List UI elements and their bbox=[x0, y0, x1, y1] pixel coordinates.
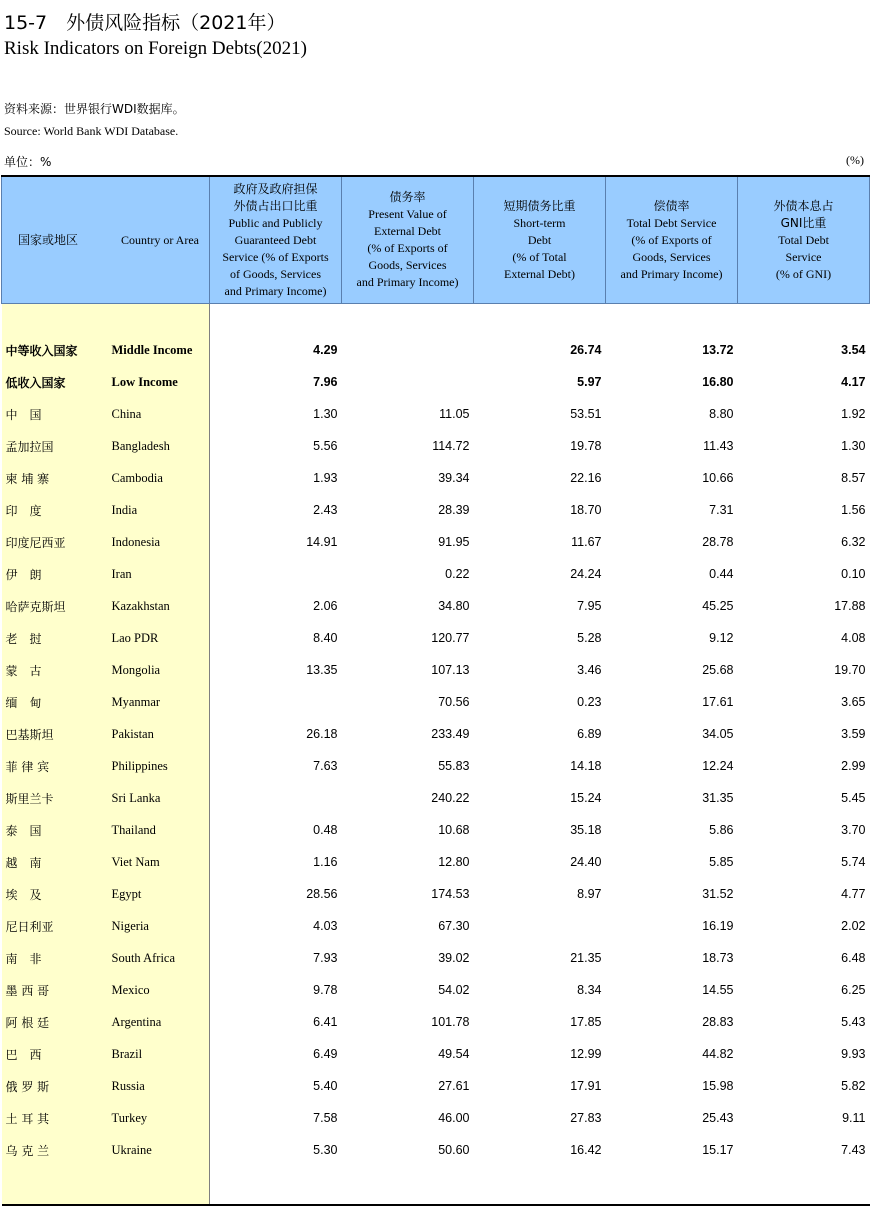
header-country-area bbox=[2, 176, 210, 304]
country-name-en: Indonesia bbox=[111, 534, 161, 549]
value-cell: 14.18 bbox=[570, 759, 602, 773]
value-cell: 4.17 bbox=[841, 375, 866, 389]
value-cell: 25.68 bbox=[702, 663, 734, 677]
country-cell bbox=[2, 462, 210, 494]
table-row bbox=[2, 814, 870, 846]
col3-header-line: Debt bbox=[527, 232, 552, 247]
value-cell: 10.66 bbox=[702, 471, 734, 485]
value-cell: 12.99 bbox=[570, 1047, 602, 1061]
value-cell: 15.98 bbox=[702, 1079, 734, 1093]
value-cell: 53.51 bbox=[570, 407, 602, 421]
value-cell: 26.74 bbox=[570, 343, 602, 357]
country-cell bbox=[2, 558, 210, 590]
value-cell: 28.83 bbox=[702, 1015, 734, 1029]
country-name-cn: 巴基斯坦 bbox=[5, 727, 54, 742]
col1-header-line: 外债占出口比重 bbox=[233, 198, 318, 213]
header-col-short-term-debt bbox=[474, 176, 606, 304]
debt-risk-table bbox=[1, 175, 870, 1206]
col2-header-line: Goods, Services bbox=[368, 258, 447, 272]
value-cell: 16.80 bbox=[702, 375, 734, 389]
col2-header-line: 债务率 bbox=[389, 190, 426, 204]
country-cell bbox=[2, 334, 210, 366]
country-name-cn: 乌 克 兰 bbox=[5, 1143, 50, 1158]
country-cell bbox=[2, 494, 210, 526]
value-cell: 3.65 bbox=[841, 695, 866, 709]
value-cell: 8.34 bbox=[577, 983, 602, 997]
value-cell: 50.60 bbox=[438, 1143, 470, 1157]
value-cell: 45.25 bbox=[702, 599, 734, 613]
table-spacer-row bbox=[2, 304, 870, 335]
country-name-cn: 孟加拉国 bbox=[5, 439, 54, 454]
value-cell: 114.72 bbox=[432, 439, 470, 453]
country-name-en: South Africa bbox=[111, 950, 176, 965]
country-name-en: Cambodia bbox=[111, 470, 163, 485]
col5-header-line: Total Debt bbox=[778, 232, 829, 247]
value-cell: 240.22 bbox=[431, 791, 470, 805]
value-cell: 18.73 bbox=[702, 951, 734, 965]
value-cell: 0.22 bbox=[445, 567, 470, 581]
value-cell: 67.30 bbox=[438, 919, 470, 933]
table-body bbox=[2, 304, 870, 1206]
country-name-en: Egypt bbox=[111, 886, 142, 901]
value-cell: 24.24 bbox=[570, 567, 602, 581]
table-end-row bbox=[2, 1166, 870, 1205]
value-cell: 6.49 bbox=[313, 1047, 338, 1061]
value-cell: 2.06 bbox=[313, 599, 338, 613]
table-row bbox=[2, 1102, 870, 1134]
value-cell bbox=[210, 558, 342, 590]
country-name-cn: 柬 埔 寨 bbox=[5, 471, 50, 486]
table-row bbox=[2, 1038, 870, 1070]
col1-header-line: of Goods, Services bbox=[230, 266, 321, 281]
table-row bbox=[2, 494, 870, 526]
country-name-en: Lao PDR bbox=[111, 630, 159, 645]
value-cell: 17.91 bbox=[570, 1079, 602, 1093]
country-name-cn: 中 国 bbox=[5, 407, 42, 422]
value-cell: 25.43 bbox=[702, 1111, 734, 1125]
value-cell: 14.55 bbox=[702, 983, 734, 997]
country-name-en: Low Income bbox=[111, 374, 178, 389]
country-name-en: Sri Lanka bbox=[111, 790, 161, 805]
value-cell: 15.24 bbox=[570, 791, 602, 805]
country-name-cn: 老 挝 bbox=[5, 631, 42, 646]
value-cell: 9.93 bbox=[841, 1047, 866, 1061]
country-cell bbox=[2, 782, 210, 814]
value-cell: 1.56 bbox=[841, 503, 866, 517]
value-cell: 5.97 bbox=[577, 375, 602, 389]
country-name-cn: 伊 朗 bbox=[5, 567, 42, 582]
country-name-cn: 阿 根 廷 bbox=[5, 1015, 50, 1030]
country-name-en: Middle Income bbox=[111, 342, 193, 357]
country-cell bbox=[2, 654, 210, 686]
value-cell: 12.80 bbox=[438, 855, 470, 869]
country-cell bbox=[2, 366, 210, 398]
table-row bbox=[2, 718, 870, 750]
col3-header-line: 短期债务比重 bbox=[503, 198, 576, 213]
value-cell bbox=[474, 910, 606, 942]
value-cell: 27.61 bbox=[438, 1079, 470, 1093]
country-name-cn: 中等收入国家 bbox=[5, 343, 78, 358]
col5-header-line: GNI比重 bbox=[780, 215, 827, 230]
value-cell: 31.52 bbox=[702, 887, 734, 901]
value-cell: 3.59 bbox=[841, 727, 866, 741]
value-cell: 6.25 bbox=[841, 983, 866, 997]
value-cell: 7.63 bbox=[313, 759, 338, 773]
table-row bbox=[2, 366, 870, 398]
value-cell: 91.95 bbox=[438, 535, 470, 549]
value-cell: 22.16 bbox=[570, 471, 602, 485]
value-cell: 7.31 bbox=[709, 503, 734, 517]
table-row bbox=[2, 654, 870, 686]
value-cell: 49.54 bbox=[438, 1047, 470, 1061]
value-cell: 6.32 bbox=[841, 535, 866, 549]
country-name-en: Brazil bbox=[111, 1046, 143, 1061]
value-cell: 19.78 bbox=[570, 439, 602, 453]
col1-header-line: Service (% of Exports bbox=[222, 249, 329, 264]
value-cell: 12.24 bbox=[702, 759, 734, 773]
col1-header-line: 政府及政府担保 bbox=[233, 181, 318, 196]
value-cell: 1.30 bbox=[841, 439, 866, 453]
value-cell: 2.99 bbox=[841, 759, 866, 773]
value-cell: 8.80 bbox=[709, 407, 734, 421]
value-cell: 3.46 bbox=[577, 663, 602, 677]
value-cell: 11.67 bbox=[571, 535, 602, 549]
value-cell: 34.05 bbox=[702, 727, 734, 741]
value-cell: 9.11 bbox=[842, 1111, 866, 1125]
value-cell: 4.77 bbox=[841, 887, 866, 901]
value-cell: 1.92 bbox=[841, 407, 866, 421]
value-cell: 34.80 bbox=[438, 599, 470, 613]
col2-header-line: (% of Exports of bbox=[367, 241, 448, 255]
value-cell: 1.30 bbox=[313, 407, 338, 421]
col4-header-line: Goods, Services bbox=[632, 249, 711, 264]
value-cell bbox=[210, 686, 342, 718]
value-cell: 35.18 bbox=[570, 823, 602, 837]
country-cell bbox=[2, 878, 210, 910]
table-row bbox=[2, 622, 870, 654]
country-cell bbox=[2, 750, 210, 782]
value-cell: 7.43 bbox=[841, 1143, 866, 1157]
country-cell bbox=[2, 974, 210, 1006]
value-cell: 5.45 bbox=[841, 791, 866, 805]
value-cell: 6.41 bbox=[313, 1015, 338, 1029]
table-row bbox=[2, 558, 870, 590]
value-cell: 27.83 bbox=[570, 1111, 602, 1125]
country-name-en: Kazakhstan bbox=[111, 598, 170, 613]
country-name-cn: 墨 西 哥 bbox=[5, 983, 50, 998]
header-col-present-value bbox=[342, 176, 474, 304]
table-row bbox=[2, 782, 870, 814]
value-cell: 5.82 bbox=[841, 1079, 866, 1093]
col4-header-line: Total Debt Service bbox=[626, 215, 717, 230]
value-cell: 28.39 bbox=[438, 503, 470, 517]
header-col-debt-service-gni bbox=[738, 176, 870, 304]
table-row bbox=[2, 334, 870, 366]
country-name-cn: 蒙 古 bbox=[5, 663, 42, 678]
value-cell: 0.44 bbox=[709, 567, 734, 581]
country-name-cn: 低收入国家 bbox=[5, 375, 66, 390]
value-cell: 18.70 bbox=[570, 503, 602, 517]
header-area-cn: 国家或地区 bbox=[18, 232, 79, 247]
value-cell: 120.77 bbox=[431, 631, 470, 645]
value-cell: 5.74 bbox=[841, 855, 866, 869]
col1-header-line: Public and Publicly bbox=[228, 215, 323, 230]
value-cell: 233.49 bbox=[431, 727, 470, 741]
value-cell: 70.56 bbox=[438, 695, 470, 709]
header-col-total-debt-service bbox=[606, 176, 738, 304]
country-name-en: Thailand bbox=[111, 822, 156, 837]
unit-label-en: (%) bbox=[846, 153, 864, 167]
value-cell bbox=[342, 366, 474, 398]
header-area-en: Country or Area bbox=[121, 232, 199, 247]
value-cell: 15.17 bbox=[702, 1143, 734, 1157]
country-name-en: Iran bbox=[111, 566, 132, 581]
value-cell: 13.35 bbox=[306, 663, 338, 677]
country-name-cn: 印 度 bbox=[5, 503, 42, 518]
value-cell: 7.93 bbox=[313, 951, 338, 965]
value-cell: 101.78 bbox=[431, 1015, 470, 1029]
col5-header-line: 外债本息占 bbox=[773, 198, 834, 213]
table-row bbox=[2, 462, 870, 494]
header-col-ppg-debt-service bbox=[210, 176, 342, 304]
table-row bbox=[2, 686, 870, 718]
value-cell: 4.29 bbox=[313, 343, 338, 357]
col4-header-line: and Primary Income) bbox=[620, 266, 723, 281]
value-cell: 21.35 bbox=[570, 951, 602, 965]
country-name-cn: 菲 律 宾 bbox=[5, 759, 50, 774]
value-cell: 9.78 bbox=[313, 983, 338, 997]
country-name-cn: 俄 罗 斯 bbox=[5, 1079, 50, 1094]
country-name-en: Bangladesh bbox=[111, 438, 170, 453]
country-name-cn: 泰 国 bbox=[5, 823, 42, 838]
value-cell: 31.35 bbox=[702, 791, 734, 805]
country-name-en: Mexico bbox=[111, 982, 150, 997]
value-cell: 1.16 bbox=[313, 855, 338, 869]
value-cell: 0.48 bbox=[313, 823, 338, 837]
debt-risk-table-container bbox=[1, 175, 869, 1206]
value-cell: 0.10 bbox=[841, 567, 866, 581]
country-name-en: Viet Nam bbox=[111, 854, 160, 869]
country-name-en: India bbox=[111, 502, 138, 517]
country-cell bbox=[2, 398, 210, 430]
value-cell: 5.85 bbox=[709, 855, 734, 869]
country-name-cn: 哈萨克斯坦 bbox=[5, 599, 66, 614]
table-row bbox=[2, 846, 870, 878]
value-cell: 11.05 bbox=[439, 407, 470, 421]
value-cell: 39.34 bbox=[438, 471, 470, 485]
table-row bbox=[2, 878, 870, 910]
country-cell bbox=[2, 622, 210, 654]
table-row bbox=[2, 974, 870, 1006]
country-cell bbox=[2, 1070, 210, 1102]
table-row bbox=[2, 1006, 870, 1038]
value-cell: 5.43 bbox=[841, 1015, 866, 1029]
value-cell: 3.54 bbox=[841, 343, 866, 357]
country-name-en: Pakistan bbox=[111, 726, 154, 741]
value-cell: 24.40 bbox=[570, 855, 602, 869]
country-cell bbox=[2, 1102, 210, 1134]
value-cell: 4.03 bbox=[313, 919, 338, 933]
value-cell: 28.78 bbox=[702, 535, 734, 549]
country-name-en: Turkey bbox=[111, 1110, 148, 1125]
value-cell: 174.53 bbox=[431, 887, 470, 901]
value-cell: 17.88 bbox=[834, 599, 866, 613]
value-cell: 8.97 bbox=[577, 887, 602, 901]
value-cell: 11.43 bbox=[703, 439, 734, 453]
country-name-en: Myanmar bbox=[111, 694, 161, 709]
country-name-cn: 巴 西 bbox=[5, 1047, 42, 1062]
country-cell bbox=[2, 686, 210, 718]
col3-header-line: (% of Total bbox=[512, 249, 567, 264]
value-cell: 44.82 bbox=[702, 1047, 734, 1061]
col1-header-line: Guaranteed Debt bbox=[234, 232, 317, 247]
value-cell: 16.19 bbox=[702, 919, 734, 933]
value-cell bbox=[210, 782, 342, 814]
country-name-en: China bbox=[111, 406, 142, 421]
page-title-cn: 15-7 外债风险指标（2021年） bbox=[4, 12, 286, 34]
value-cell: 2.02 bbox=[841, 919, 866, 933]
value-cell: 6.48 bbox=[841, 951, 866, 965]
country-name-cn: 斯里兰卡 bbox=[5, 791, 54, 806]
value-cell: 3.70 bbox=[841, 823, 866, 837]
country-name-en: Nigeria bbox=[111, 918, 149, 933]
country-cell bbox=[2, 526, 210, 558]
country-name-en: Ukraine bbox=[111, 1142, 152, 1157]
col1-header-line: and Primary Income) bbox=[224, 283, 327, 298]
country-cell bbox=[2, 910, 210, 942]
country-name-cn: 尼日利亚 bbox=[5, 919, 54, 934]
value-cell: 55.83 bbox=[438, 759, 470, 773]
country-name-en: Argentina bbox=[111, 1014, 162, 1029]
value-cell: 28.56 bbox=[306, 887, 338, 901]
table-row bbox=[2, 526, 870, 558]
col3-header-line: Short-term bbox=[513, 215, 566, 230]
country-cell bbox=[2, 590, 210, 622]
country-cell bbox=[2, 1038, 210, 1070]
value-cell: 17.85 bbox=[570, 1015, 602, 1029]
table-row bbox=[2, 750, 870, 782]
country-name-en: Russia bbox=[111, 1078, 145, 1093]
country-cell bbox=[2, 1006, 210, 1038]
col2-header-line: Present Value of bbox=[368, 207, 447, 221]
table-row bbox=[2, 590, 870, 622]
value-cell: 5.40 bbox=[313, 1079, 338, 1093]
value-cell: 5.56 bbox=[313, 439, 338, 453]
value-cell: 17.61 bbox=[702, 695, 734, 709]
col4-header-line: 偿债率 bbox=[653, 198, 690, 213]
value-cell: 46.00 bbox=[438, 1111, 470, 1125]
unit-label-cn: 单位：% bbox=[4, 155, 52, 169]
value-cell: 107.13 bbox=[431, 663, 470, 677]
col5-header-line: Service bbox=[785, 249, 822, 264]
col2-header-line: and Primary Income) bbox=[356, 275, 459, 289]
value-cell: 0.23 bbox=[577, 695, 602, 709]
value-cell: 19.70 bbox=[834, 663, 866, 677]
value-cell: 5.28 bbox=[577, 631, 602, 645]
table-row bbox=[2, 942, 870, 974]
source-note-cn: 资料来源：世界银行WDI数据库。 bbox=[4, 102, 185, 116]
country-cell bbox=[2, 1134, 210, 1166]
table-row bbox=[2, 1134, 870, 1166]
value-cell: 7.96 bbox=[313, 375, 338, 389]
country-cell bbox=[2, 846, 210, 878]
col2-header-line: External Debt bbox=[374, 224, 441, 238]
table-header-row bbox=[2, 176, 870, 304]
country-name-cn: 土 耳 其 bbox=[5, 1111, 50, 1126]
value-cell: 14.91 bbox=[306, 535, 338, 549]
value-cell: 8.40 bbox=[313, 631, 338, 645]
value-cell: 7.58 bbox=[313, 1111, 338, 1125]
value-cell bbox=[342, 334, 474, 366]
country-name-en: Mongolia bbox=[111, 662, 161, 677]
country-name-cn: 缅 甸 bbox=[5, 695, 42, 710]
country-name-cn: 印度尼西亚 bbox=[5, 535, 66, 550]
country-name-cn: 越 南 bbox=[5, 855, 42, 870]
value-cell: 13.72 bbox=[702, 343, 734, 357]
table-row bbox=[2, 1070, 870, 1102]
value-cell: 6.89 bbox=[577, 727, 602, 741]
country-name-cn: 埃 及 bbox=[5, 887, 42, 902]
country-name-cn: 南 非 bbox=[5, 951, 42, 966]
table-row bbox=[2, 430, 870, 462]
value-cell: 5.86 bbox=[709, 823, 734, 837]
col4-header-line: (% of Exports of bbox=[631, 232, 712, 247]
value-cell: 10.68 bbox=[438, 823, 470, 837]
country-cell bbox=[2, 718, 210, 750]
value-cell: 26.18 bbox=[306, 727, 338, 741]
value-cell: 1.93 bbox=[313, 471, 338, 485]
table-row bbox=[2, 398, 870, 430]
value-cell: 2.43 bbox=[313, 503, 338, 517]
value-cell: 4.08 bbox=[841, 631, 866, 645]
page-title-en: Risk Indicators on Foreign Debts(2021) bbox=[4, 38, 307, 59]
value-cell: 54.02 bbox=[438, 983, 470, 997]
value-cell: 7.95 bbox=[577, 599, 602, 613]
country-cell bbox=[2, 814, 210, 846]
country-cell bbox=[2, 942, 210, 974]
country-name-en: Philippines bbox=[111, 758, 168, 773]
value-cell: 9.12 bbox=[709, 631, 734, 645]
col3-header-line: External Debt) bbox=[504, 266, 575, 281]
value-cell: 39.02 bbox=[438, 951, 470, 965]
source-note-en: Source: World Bank WDI Database. bbox=[4, 124, 179, 138]
col5-header-line: (% of GNI) bbox=[775, 266, 832, 281]
table-row bbox=[2, 910, 870, 942]
value-cell: 16.42 bbox=[570, 1143, 602, 1157]
country-cell bbox=[2, 430, 210, 462]
value-cell: 8.57 bbox=[841, 471, 866, 485]
value-cell: 5.30 bbox=[313, 1143, 338, 1157]
